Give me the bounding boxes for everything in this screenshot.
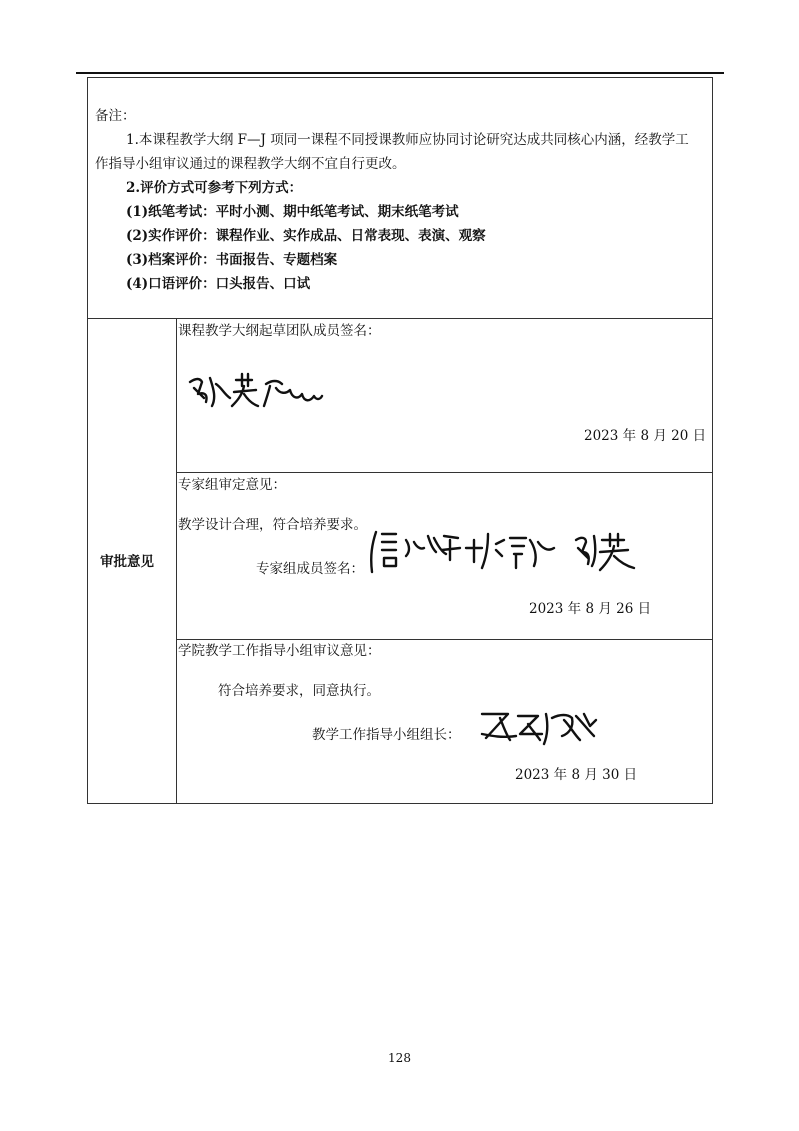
evaluation-method: (2)实作评价：课程作业、实作成品、日常表现、表演、观察 bbox=[126, 228, 486, 244]
expert-divider bbox=[176, 639, 713, 640]
expert-title: 专家组审定意见： bbox=[178, 477, 286, 493]
college-opinion: 符合培养要求，同意执行。 bbox=[218, 683, 380, 699]
college-sign-label: 教学工作指导小组组长： bbox=[312, 727, 461, 743]
college-leader-signature bbox=[476, 704, 602, 750]
note-item-1-line-1: 1.本课程教学大纲 F—J 项同一课程不同授课教师应协同讨论研究达成共同核心内涵，经教学工 bbox=[126, 132, 689, 148]
expert-sign-label: 专家组成员签名： bbox=[256, 561, 364, 577]
label-column-divider bbox=[176, 318, 177, 804]
header-rule bbox=[76, 72, 724, 74]
evaluation-method: (4)口语评价：口头报告、口试 bbox=[126, 276, 311, 292]
notes-label: 备注： bbox=[95, 108, 136, 124]
drafting-title: 课程教学大纲起草团队成员签名： bbox=[178, 323, 381, 339]
college-title: 学院教学工作指导小组审议意见： bbox=[178, 643, 381, 659]
evaluation-method: (3)档案评价：书面报告、专题档案 bbox=[126, 252, 338, 268]
approval-side-label: 审批意见 bbox=[100, 554, 154, 570]
expert-opinion: 教学设计合理，符合培养要求。 bbox=[178, 517, 367, 533]
drafting-signatures bbox=[186, 368, 326, 410]
note-item-1-line-2: 作指导小组审议通过的课程教学大纲不宜自行更改。 bbox=[95, 156, 406, 172]
evaluation-method: (1)纸笔考试：平时小测、期中纸笔考试、期末纸笔考试 bbox=[126, 204, 459, 220]
expert-signatures bbox=[362, 526, 642, 578]
page-number: 128 bbox=[388, 1051, 411, 1065]
note-item-2: 2.评价方式可参考下列方式： bbox=[126, 180, 303, 196]
expert-date: 2023 年 8 月 26 日 bbox=[529, 601, 652, 617]
college-date: 2023 年 8 月 30 日 bbox=[515, 767, 638, 783]
drafting-divider bbox=[176, 472, 713, 473]
drafting-date: 2023 年 8 月 20 日 bbox=[584, 428, 707, 444]
notes-divider bbox=[87, 318, 713, 319]
